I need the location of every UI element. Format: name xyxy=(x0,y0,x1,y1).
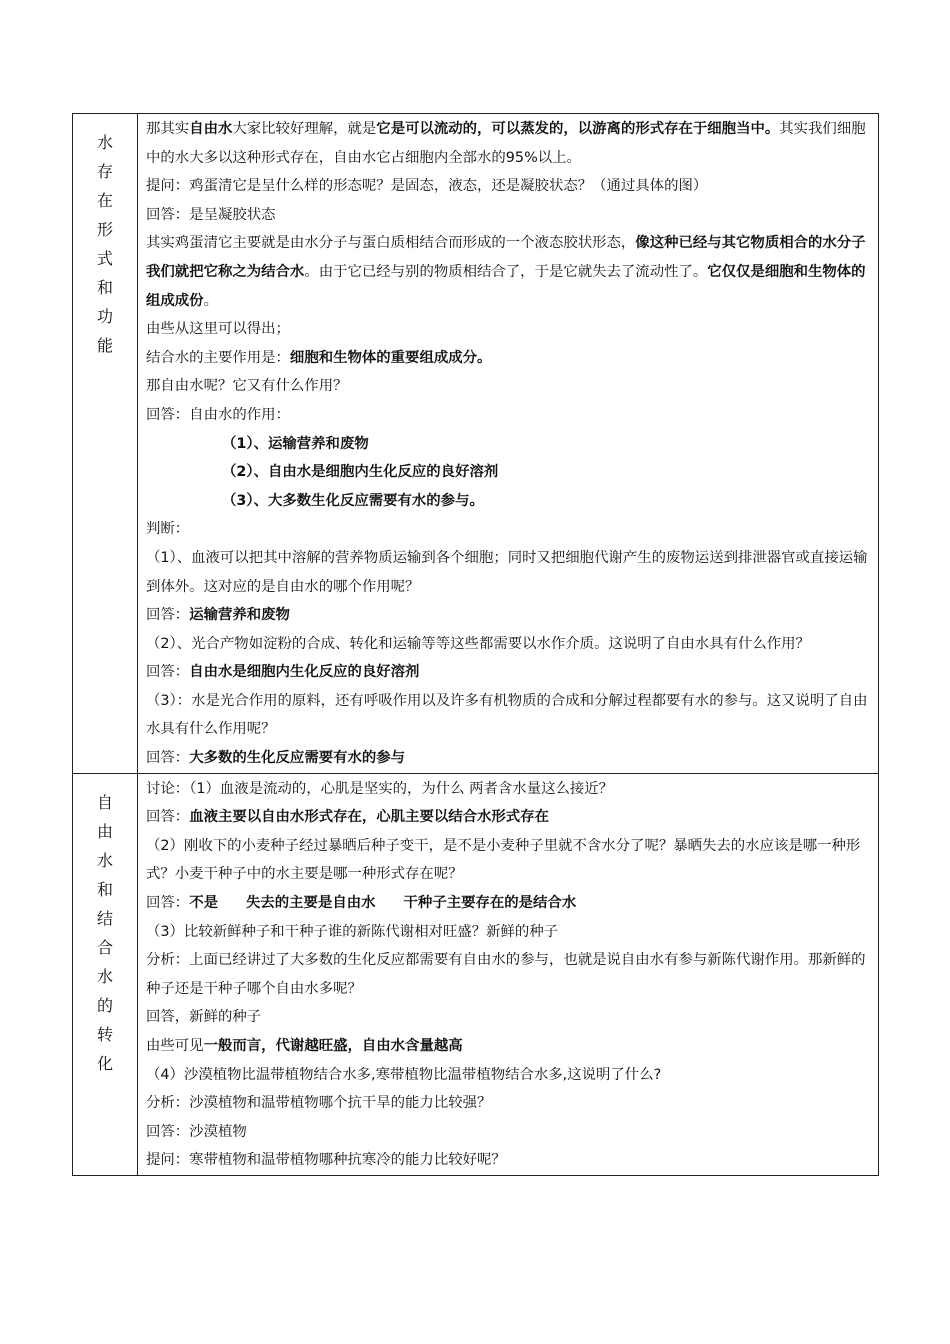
section-label xyxy=(73,114,138,774)
bold-text: （2）、自由水是细胞内生化反应的良好溶剂 xyxy=(222,464,499,481)
content-paragraph xyxy=(146,1118,872,1147)
text-run: 回答： xyxy=(146,895,190,912)
content-paragraph xyxy=(146,601,872,630)
section-content xyxy=(138,773,879,1175)
text-run: 那自由水呢？它又有什么作用？ xyxy=(146,378,348,395)
content-paragraph xyxy=(146,658,872,687)
content-paragraph xyxy=(146,315,872,344)
bold-text: （3）、大多数生化反应需要有水的参与。 xyxy=(222,492,484,509)
content-paragraph xyxy=(146,1146,872,1175)
content-paragraph xyxy=(146,803,872,832)
bold-text: 像这种已经与其它物质相合的水分子我们就把它称之为结合水 xyxy=(146,235,866,280)
bold-text: 运输营养和废物 xyxy=(189,607,290,624)
section-label-char: 功 xyxy=(96,307,113,326)
content-paragraph xyxy=(146,832,872,889)
text-run: 分析：上面已经讲过了大多数的生化反应都需要有自由水的参与，也就是说自由水有参与新陈代谢作用。那新鲜的种子还是干种子哪个自由水多呢？ xyxy=(146,952,866,997)
content-paragraph xyxy=(146,344,872,373)
content-paragraph xyxy=(146,775,872,804)
text-run: 提问：寒带植物和温带植物哪种抗寒冷的能力比较好呢？ xyxy=(146,1152,506,1169)
content-paragraph xyxy=(146,372,872,401)
section-row xyxy=(73,773,879,1175)
bold-text: 它仅仅是细胞和生物体的组成成份 xyxy=(146,263,866,309)
bold-text: 失去的主要是自由水 xyxy=(245,895,376,912)
text-run: （3）比较新鲜种子和干种子谁的新陈代谢相对旺盛？新鲜的种子 xyxy=(146,923,559,940)
text-run: 回答：是呈凝胶状态 xyxy=(146,206,276,223)
section-label-char: 水 xyxy=(96,966,113,986)
text-run: 其实我们细胞中的水大多以这种形式存在，自由水它占细胞内全部水的95%以上。 xyxy=(146,121,866,166)
section-label-char: 式 xyxy=(96,249,113,268)
section-label-char: 形 xyxy=(96,220,113,239)
content-paragraph xyxy=(146,946,872,1003)
section-row xyxy=(73,114,879,774)
content-paragraph xyxy=(146,458,872,487)
content-paragraph xyxy=(146,229,872,315)
text-run: 回答：自由水的作用： xyxy=(146,406,290,423)
section-label-char: 化 xyxy=(96,1053,113,1073)
section-label-char: 由 xyxy=(96,821,113,841)
text-run: 由些从这里可以得出； xyxy=(146,321,290,338)
content-paragraph xyxy=(146,201,872,230)
bold-text: 大多数的生化反应需要有水的参与 xyxy=(189,750,406,767)
content-paragraph xyxy=(146,430,872,459)
content-paragraph xyxy=(146,630,872,659)
content-paragraph xyxy=(146,1061,872,1090)
lesson-table xyxy=(72,113,879,1176)
section-label-char: 和 xyxy=(96,879,113,899)
section-label-char: 水 xyxy=(96,133,113,152)
text-run: 回答： xyxy=(146,664,190,681)
text-run: 提问：鸡蛋清它是呈什么样的形态呢？是固态，液态，还是凝胶状态？（通过具体的图） xyxy=(146,178,708,195)
text-run: 由些可见 xyxy=(146,1038,204,1054)
text-run: 分析：沙漠植物和温带植物哪个抗干旱的能力比较强？ xyxy=(146,1095,492,1112)
content-paragraph xyxy=(146,115,872,172)
text-run: 回答，新鲜的种子 xyxy=(146,1009,262,1026)
lesson-table-body xyxy=(73,114,879,1176)
content-paragraph xyxy=(146,744,872,773)
content-paragraph xyxy=(146,172,872,201)
content-paragraph xyxy=(146,544,872,601)
bold-text: （1）、运输营养和废物 xyxy=(222,435,369,452)
content-paragraph xyxy=(146,918,872,947)
content-paragraph xyxy=(146,487,872,516)
bold-text: 它是可以流动的，可以蒸发的，以游离的形式存在于细胞当中。 xyxy=(376,121,780,137)
text-run: 大家比较好理解，就是 xyxy=(232,121,377,137)
content-paragraph xyxy=(146,1032,872,1061)
text-run: 判断： xyxy=(146,521,190,538)
bold-text: 自由水 xyxy=(189,121,233,137)
content-paragraph xyxy=(146,401,872,430)
section-label-char: 的 xyxy=(96,995,113,1015)
text-run: 结合水的主要作用是： xyxy=(146,349,290,366)
section-label-char: 存 xyxy=(96,162,113,181)
bold-text: 一般而言，代谢越旺盛，自由水含量越高 xyxy=(203,1038,463,1054)
section-label-char: 合 xyxy=(96,937,113,957)
content-paragraph xyxy=(146,889,872,918)
text-run: （3）：水是光合作用的原料，还有呼吸作用以及许多有机物质的合成和分解过程都要有水的参与。这又说明了自由水具有什么作用呢？ xyxy=(146,692,868,738)
content-paragraph xyxy=(146,515,872,544)
content-paragraph xyxy=(146,687,872,744)
text-run: 回答： xyxy=(146,809,190,826)
text-run: 回答：沙漠植物 xyxy=(146,1123,247,1140)
bold-text: 不是 xyxy=(189,895,218,912)
text-run: （1）、血液可以把其中溶解的营养物质运输到各个细胞；同时又把细胞代谢产生的废物运送到排泄器官或直接运输到体外。这对应的是自由水的哪个作用呢？ xyxy=(146,549,868,595)
text-run: （2）、光合产物如淀粉的合成、转化和运输等等这些都需要以水作介质。这说明了自由水具有什么作用？ xyxy=(146,635,810,652)
section-label-char: 能 xyxy=(96,336,113,355)
section-label-char: 在 xyxy=(96,191,113,210)
section-content xyxy=(138,114,879,774)
bold-text: 血液主要以自由水形式存在，心肌主要以结合水形式存在 xyxy=(189,809,549,826)
text-run: （2）刚收下的小麦种子经过暴晒后种子变干，是不是小麦种子里就不含水分了呢？暴晒失去的水应该是哪一种形式？小麦干种子中的水主要是哪一种形式存在呢？ xyxy=(146,837,861,883)
section-label-char: 水 xyxy=(96,850,113,870)
bold-text: 自由水是细胞内生化反应的良好溶剂 xyxy=(189,664,420,681)
section-label-char: 转 xyxy=(96,1024,113,1044)
content-paragraph xyxy=(146,1089,872,1118)
bold-text: 干种子主要存在的是结合水 xyxy=(403,895,577,912)
bold-text: 细胞和生物体的重要组成成分。 xyxy=(289,349,492,366)
section-label-char: 自 xyxy=(96,792,113,812)
text-run: 。由于它已经与别的物质相结合了，于是它就失去了流动性了。 xyxy=(304,263,708,280)
text-run: 回答： xyxy=(146,607,190,624)
content-paragraph xyxy=(146,1003,872,1032)
text-run: （4）沙漠植物比温带植物结合水多,寒带植物比温带植物结合水多,这说明了什么? xyxy=(146,1066,662,1083)
text-run: 讨论：（1）血液是流动的，心肌是坚实的，为什么 两者含水量这么接近？ xyxy=(146,780,614,797)
text-run: 。 xyxy=(203,292,218,309)
section-label xyxy=(73,773,138,1175)
text-run: 回答： xyxy=(146,750,190,767)
section-label-char: 和 xyxy=(96,278,113,297)
text-run: 其实鸡蛋清它主要就是由水分子与蛋白质相结合而形成的一个液态胶状形态， xyxy=(146,235,636,252)
text-run: 那其实 xyxy=(146,121,190,137)
section-label-char: 结 xyxy=(96,908,113,928)
